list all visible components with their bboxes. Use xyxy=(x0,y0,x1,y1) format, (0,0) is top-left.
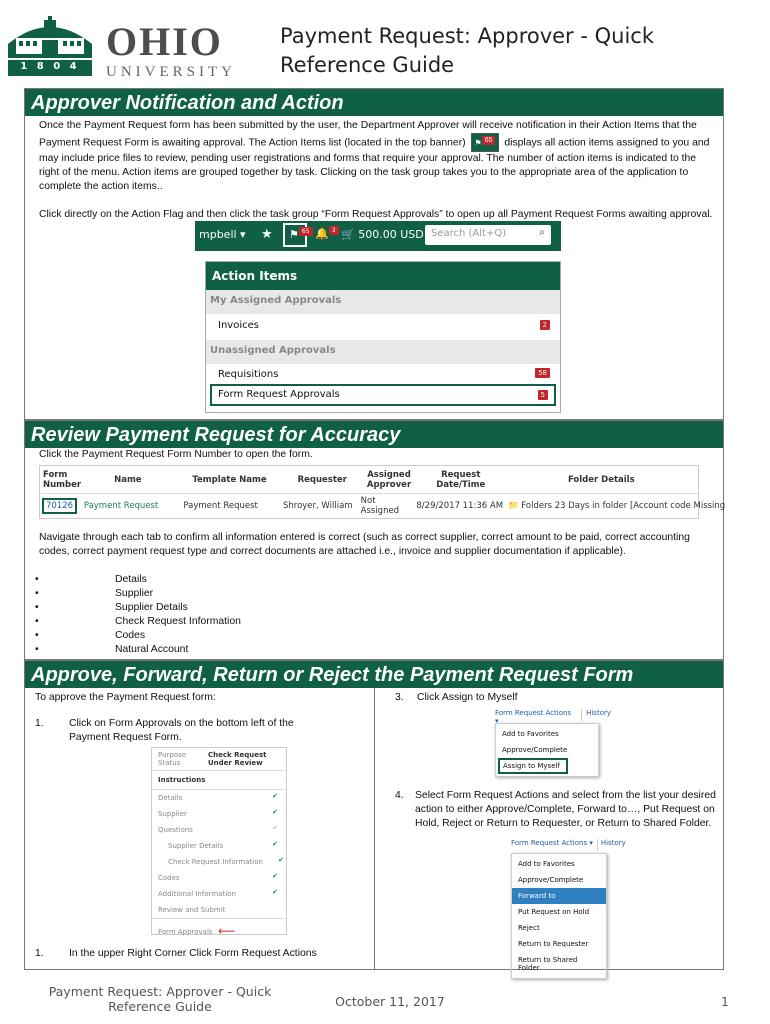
cell: Payment Request xyxy=(183,501,258,511)
form-request-actions-button[interactable]: Form Request Actions ▾ xyxy=(495,709,572,725)
section-review-payment-request xyxy=(24,420,724,660)
page-number: 1 xyxy=(721,994,729,1009)
list-item: • Codes xyxy=(35,630,146,641)
section-approve-forward xyxy=(24,660,724,970)
section-heading: Review Payment Request for Accuracy xyxy=(25,421,723,448)
step-4: 4. Select Form Request Actions and select from the list your desired action to either Approve/Complete, Forward to…, Put Request on Hold, Reject or Return to Requester, or Return to Shared Folder. xyxy=(395,790,716,829)
menu-item-hold[interactable]: Put Request on Hold xyxy=(518,908,590,916)
section-approver-notification xyxy=(24,88,724,420)
nav-details[interactable]: Details ✔ xyxy=(158,792,278,802)
cart-icon[interactable]: 🛒 500.00 USD xyxy=(341,228,424,241)
logo-year: 1 8 0 4 xyxy=(20,61,80,72)
group-unassigned: Unassigned Approvals xyxy=(206,340,560,364)
action-flag-inline-icon: ⚑ $^{65}$ xyxy=(471,133,500,152)
col-header: Requester xyxy=(297,474,347,485)
top-banner-screenshot xyxy=(195,221,561,251)
form-approvals-count: 5 xyxy=(538,390,548,400)
nav-supplier-details[interactable]: Supplier Details ✔ xyxy=(168,840,278,850)
requisitions-count: 58 xyxy=(535,368,550,378)
navigate-instruction: Navigate through each tab to confirm all information entered is correct (such as correct supplier, correct amount to be paid, correct accounting codes, correct payment request type and correct documents are attached i.e., invoice and supplier documentation if applicable). xyxy=(39,532,690,557)
approve-intro: To approve the Payment Request form: xyxy=(35,692,216,703)
list-item: • Supplier Details xyxy=(35,602,188,613)
para-part: displays all action items assigned to you and may include price files to review, pending user registrations and forms that require your approval. The number of action items is indicated to the right of the menu. Action items are grouped together by task. Clicking on the task group takes you to the appropriate area of the application to complete the action items.. xyxy=(39,137,710,192)
footer-date: October 11, 2017 xyxy=(335,994,445,1009)
open-form-instruction: Click the Payment Request Form Number to open the form. xyxy=(39,449,313,460)
cell: Shroyer, William xyxy=(282,501,353,511)
search-input[interactable]: Search (Alt+Q) ⌕ xyxy=(425,225,551,245)
form-request-actions-button[interactable]: Form Request Actions ▾ xyxy=(511,839,593,847)
list-item: • Natural Account xyxy=(35,644,189,655)
step-1: 1. Click on Form Approvals on the bottom left of the Payment Request Form. xyxy=(35,718,294,743)
menu-item-approve[interactable]: Approve/Complete xyxy=(502,746,568,754)
check-icon: ✔ xyxy=(278,856,284,864)
menu-item-return-shared[interactable]: Return to Shared Folder xyxy=(518,956,578,972)
check-icon: ✔ xyxy=(272,824,278,832)
menu-item-forward-to[interactable]: Forward to xyxy=(512,888,606,904)
form-number-link[interactable]: 70126 xyxy=(42,498,77,514)
group-my-assigned: My Assigned Approvals xyxy=(206,290,560,314)
menu-item-assign-to-myself[interactable]: Assign to Myself xyxy=(498,758,568,774)
folder-icon: 📁 xyxy=(508,501,519,511)
nav-check-request[interactable]: Check Request Information ✔ xyxy=(168,856,284,866)
section-heading: Approver Notification and Action xyxy=(25,89,723,116)
history-link[interactable]: History xyxy=(597,839,626,851)
cell: 8/29/2017 11:36 AM xyxy=(416,501,504,511)
nav-instructions[interactable]: Instructions xyxy=(152,771,286,790)
menu-item-approve[interactable]: Approve/Complete xyxy=(518,876,584,884)
nav-additional-info[interactable]: Additional Information ✔ xyxy=(158,888,278,898)
form-left-panel: Purpose Check Request Status Under Review Instructions Details ✔ Supplier ✔ Questions ✔ Supplier Details ✔ Check Request Information ✔ Codes ✔ Additional Information ✔ Review and Submit Form Approvals ⟵ xyxy=(151,747,287,935)
tab-bullet-list xyxy=(35,573,435,657)
form-request-actions-menu xyxy=(495,709,611,781)
search-icon: ⌕ xyxy=(539,227,545,238)
section-heading: Approve, Forward, Return or Reject the Payment Request Form xyxy=(25,661,723,688)
flag-badge: 65 xyxy=(482,136,496,145)
name-link[interactable]: Payment Request xyxy=(83,501,159,511)
check-icon: ✔ xyxy=(272,888,278,896)
check-icon: ✔ xyxy=(272,808,278,816)
bell-icon[interactable]: 🔔 $^3$ xyxy=(315,227,339,240)
approvals-table xyxy=(39,465,726,519)
logo-subtitle: UNIVERSITY xyxy=(106,64,236,80)
list-item: • Check Request Information xyxy=(35,616,241,627)
menu-item-reject[interactable]: Reject xyxy=(518,924,540,932)
col-header: Template Name xyxy=(192,474,267,485)
col-header: Name xyxy=(114,474,142,485)
col-header: Form Number xyxy=(43,469,82,490)
history-link[interactable]: History xyxy=(581,709,611,721)
action-items-title: Action Items xyxy=(206,262,560,290)
check-icon: ✔ xyxy=(272,840,278,848)
action-flag-icon[interactable]: ⚑ $^{65}$ xyxy=(283,223,307,247)
cell: 📁 Folders 23 Days in folder [Account code Missing xyxy=(508,501,726,511)
user-menu[interactable]: mpbell ▾ xyxy=(199,228,246,241)
click-flag-paragraph: Click directly on the Action Flag and then click the task group “Form Request Approvals” to open up all Payment Request Forms awaiting approval. xyxy=(39,208,713,220)
action-item-invoices[interactable]: Invoices 2 xyxy=(210,314,556,340)
action-items-dropdown xyxy=(205,261,561,413)
nav-codes[interactable]: Codes ✔ xyxy=(158,872,278,882)
table-row xyxy=(40,494,726,518)
check-icon: ✔ xyxy=(272,872,278,880)
menu-item-return-requester[interactable]: Return to Requester xyxy=(518,940,589,948)
footer-title: Payment Request: Approver - Quick Reference Guide xyxy=(48,984,272,1014)
notification-paragraph xyxy=(25,116,723,194)
column-divider xyxy=(374,688,375,970)
form-request-actions-menu-full xyxy=(511,839,627,972)
logo-wordmark: OHIO xyxy=(106,19,223,64)
nav-review-submit[interactable]: Review and Submit xyxy=(152,902,286,919)
list-item: • Details xyxy=(35,574,147,585)
red-arrow-icon: ⟵ xyxy=(218,924,236,938)
list-item: • Supplier xyxy=(35,588,154,599)
action-item-form-request-approvals[interactable]: Form Request Approvals 5 xyxy=(210,384,556,406)
nav-form-approvals[interactable]: Form Approvals ⟵ xyxy=(158,924,236,938)
nav-supplier[interactable]: Supplier ✔ xyxy=(158,808,278,818)
menu-item-add-favorites[interactable]: Add to Favorites xyxy=(502,730,559,738)
col-header: Assigned Approver xyxy=(366,469,412,490)
step-3: 3. Click Assign to Myself xyxy=(395,692,518,703)
document-title: Payment Request: Approver - Quick Reference Guide xyxy=(280,24,655,77)
menu-item-add-favorites[interactable]: Add to Favorites xyxy=(518,860,575,868)
cell: Not Assigned xyxy=(360,496,400,516)
step-1b: 1. In the upper Right Corner Click Form Request Actions xyxy=(35,948,317,959)
nav-questions[interactable]: Questions ✔ xyxy=(158,824,278,834)
star-icon[interactable]: ★ xyxy=(261,227,273,242)
ohio-university-seal xyxy=(4,14,96,80)
action-item-requisitions[interactable]: Requisitions 58 xyxy=(210,364,556,384)
table-header xyxy=(40,466,698,494)
ohio-university-wordmark xyxy=(106,19,236,81)
col-header: Request Date/Time xyxy=(436,469,486,490)
para-part: Once the Payment Request form has been submitted by the user, the Department Approver will receive notification in their Action Items that the Payment Request Form is awaiting approval. The Action Items list (located in the top banner) xyxy=(39,120,697,149)
col-header: Folder Details xyxy=(567,474,635,485)
check-icon: ✔ xyxy=(272,792,278,800)
invoices-count: 2 xyxy=(540,320,550,330)
